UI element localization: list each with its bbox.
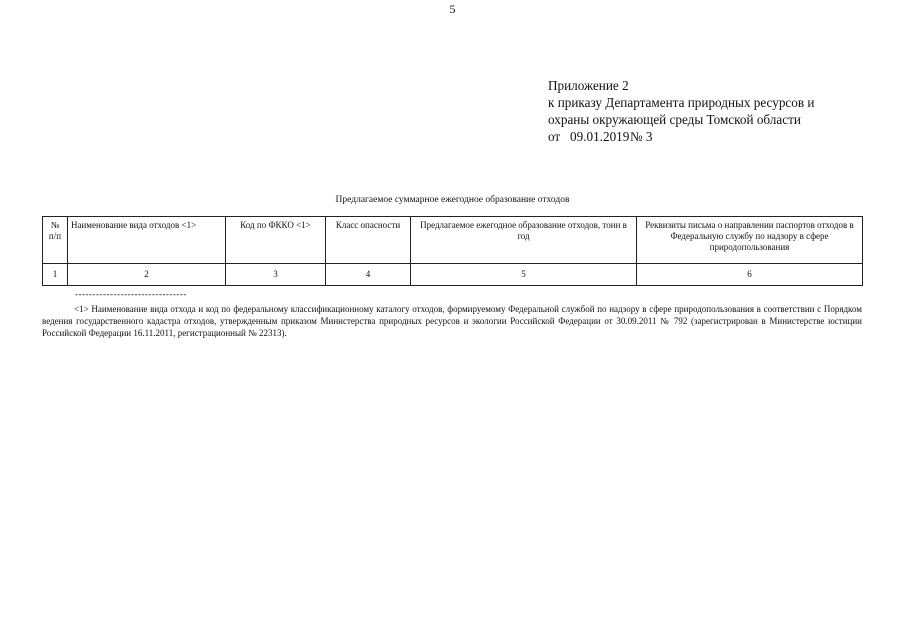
appendix-title: Приложение 2 bbox=[548, 78, 629, 93]
table-cell: 3 bbox=[226, 264, 326, 286]
header-number: № п/п bbox=[43, 217, 68, 264]
table-cell: 1 bbox=[43, 264, 68, 286]
header-hazard-class: Класс опасности bbox=[326, 217, 411, 264]
appendix-date-line bbox=[548, 128, 814, 145]
appendix-header bbox=[548, 77, 814, 145]
table-cell: 2 bbox=[68, 264, 226, 286]
table-cell: 5 bbox=[411, 264, 637, 286]
date-prefix: от bbox=[548, 129, 561, 144]
table-header-row bbox=[43, 217, 863, 264]
header-waste-name: Наименование вида отходов <1> bbox=[68, 217, 226, 264]
table-row bbox=[43, 264, 863, 286]
footnote: <1> Наименование вида отхода и код по федеральному классификационному каталогу отходов, формируемому Федеральной службой по надзору в сфере природопользования в соответствии с Порядком ведения государственного кадастра отходов, утвержденным приказом Министерства природных ресурсов и экологии Российской Федерации от 30.09.2011 № 792 (зарегистрирован в Министерстве юстиции Российской Федерации 16.11.2011, регистрационный № 22313). bbox=[42, 304, 862, 338]
table-cell: 4 bbox=[326, 264, 411, 286]
order-date: 09.01.2019 bbox=[570, 129, 630, 144]
header-annual-amount: Предлагаемое ежегодное образование отходов, тонн в год bbox=[411, 217, 637, 264]
header-fkko-code: Код по ФККО <1> bbox=[226, 217, 326, 264]
appendix-department-line: охраны окружающей среды Томской области bbox=[548, 112, 801, 127]
footnote-separator: -------------------------------- bbox=[75, 289, 187, 299]
table-title: Предлагаемое суммарное ежегодное образование отходов bbox=[335, 195, 570, 205]
table-cell: 6 bbox=[637, 264, 863, 286]
header-letter-details: Реквизиты письма о направлении паспортов отходов в Федеральную службу по надзору в сфере природопользования bbox=[637, 217, 863, 264]
order-number: № 3 bbox=[630, 129, 653, 144]
waste-table bbox=[42, 216, 863, 286]
page-number: 5 bbox=[449, 2, 456, 16]
appendix-order-line: к приказу Департамента природных ресурсов и bbox=[548, 95, 815, 110]
